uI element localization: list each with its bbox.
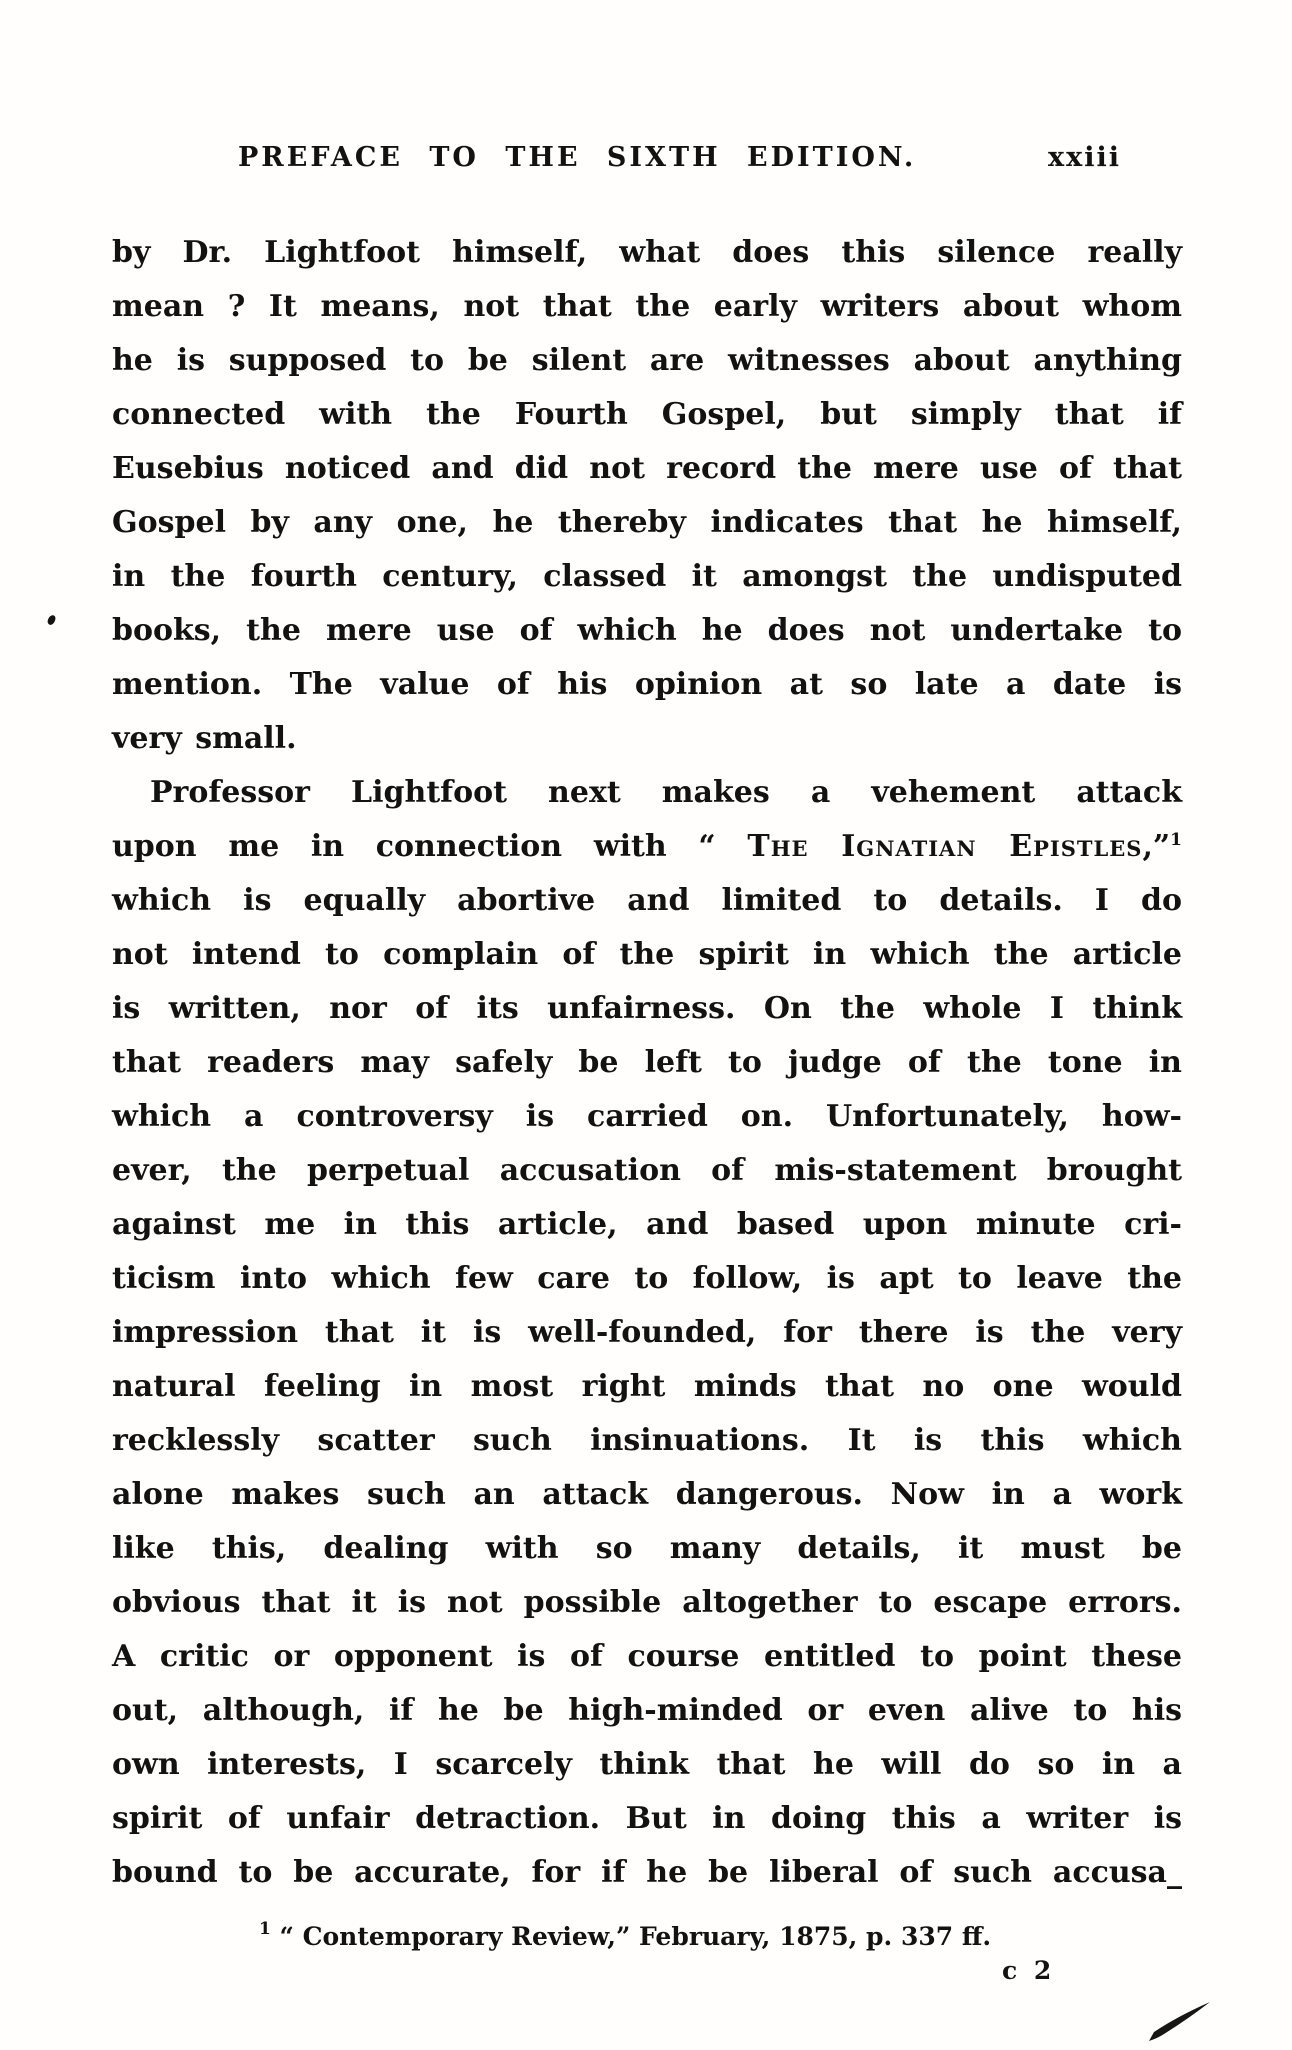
text-line: Eusebius noticed and did not record the mere use of that (112, 451, 1182, 486)
text-line: which is equally abortive and limited to details. I do (112, 883, 1182, 918)
text-line: books, the mere use of which he does not undertake to (112, 613, 1182, 648)
ink-speck-artifact (47, 614, 57, 626)
text-line-ignatian (112, 820, 1182, 874)
signature-mark: c 2 (1002, 1956, 1056, 1985)
ignatian-prefix: upon me in connection with “ (112, 829, 748, 864)
text-line: natural feeling in most right minds that no one would (112, 1369, 1182, 1404)
text-line: spirit of unfair detraction. But in doing this a writer is (112, 1801, 1182, 1836)
text-line: own interests, I scarcely think that he will do so in a (112, 1747, 1182, 1782)
text-line: which a controversy is carried on. Unfortunately, how- (112, 1099, 1182, 1134)
text-line: impression that it is well-founded, for there is the very (112, 1315, 1182, 1350)
text-line: obvious that it is not possible altogether to escape errors. (112, 1585, 1182, 1620)
footnote-marker: 1 (258, 1919, 271, 1939)
text-line: very small. (112, 721, 297, 756)
footnote-text: “ Contemporary Review,” February, 1875, p. 337 ff. (279, 1922, 992, 1951)
text-line: mean ? It means, not that the early writers about whom (112, 289, 1182, 324)
text-line: Professor Lightfoot next makes a vehement attack (150, 775, 1182, 810)
text-line: connected with the Fourth Gospel, but simply that if (112, 397, 1182, 432)
page-number: xxiii (1048, 142, 1121, 173)
paragraph-2 (112, 874, 1182, 1900)
running-header (0, 142, 1292, 178)
text-line: Gospel by any one, he thereby indicates that he himself, (112, 505, 1182, 540)
text-line: recklessly scatter such insinuations. It is this which (112, 1423, 1182, 1458)
pen-stroke-artifact (1148, 1996, 1218, 2044)
text-line: bound to be accurate, for if he be liberal of such accusa_ (112, 1855, 1182, 1890)
text-line: he is supposed to be silent are witnesses about anything (112, 343, 1182, 378)
text-line: alone makes such an attack dangerous. Now in a work (112, 1477, 1182, 1512)
ignatian-title: The Ignatian Epistles (747, 829, 1143, 864)
text-line: against me in this article, and based upon minute cri- (112, 1207, 1182, 1242)
text-line: is written, nor of its unfairness. On the whole I think (112, 991, 1182, 1026)
text-line: in the fourth century, classed it amongst the undisputed (112, 559, 1182, 594)
text-line: ever, the perpetual accusation of mis-statement brought (112, 1153, 1182, 1188)
text-line: by Dr. Lightfoot himself, what does this silence really (112, 235, 1182, 270)
text-line: like this, dealing with so many details, it must be (112, 1531, 1182, 1566)
ignatian-suffix: ,” (1142, 829, 1171, 864)
text-line: A critic or opponent is of course entitled to point these (112, 1639, 1182, 1674)
text-line: ticism into which few care to follow, is apt to leave the (112, 1261, 1182, 1296)
body-text (112, 226, 1182, 1900)
paragraph-1 (112, 226, 1182, 712)
page-title: PREFACE TO THE SIXTH EDITION. (238, 142, 917, 173)
text-line: not intend to complain of the spirit in which the article (112, 937, 1182, 972)
text-line: out, although, if he be high-minded or even alive to his (112, 1693, 1182, 1728)
text-line: that readers may safely be left to judge of the tone in (112, 1045, 1182, 1080)
footnote (112, 1919, 1182, 1951)
text-line: mention. The value of his opinion at so late a date is (112, 667, 1182, 702)
footnote-ref: 1 (1170, 830, 1182, 850)
